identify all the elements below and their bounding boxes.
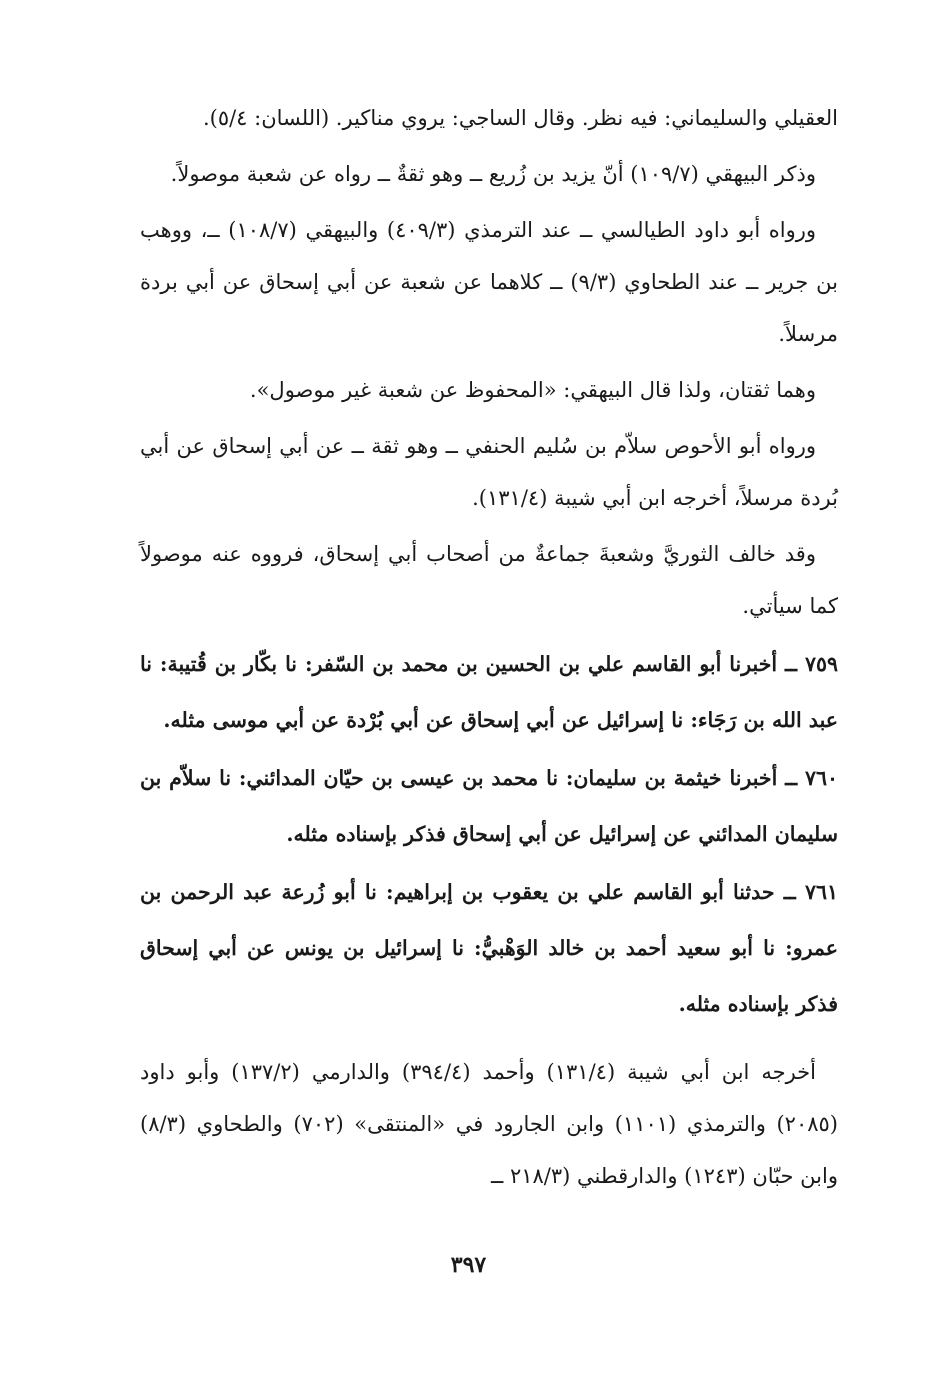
hadith-761: ٧٦١ ــ حدثنا أبو القاسم علي بن يعقوب بن إبراهيم: نا أبو زُرعة عبد الرحمن بن عمرو: نا أبو سعيد أحمد بن خالد الوَهْبيُّ: نا إسرائيل بن يونس عن أبي إسحاق فذكر بإسناده مثله. xyxy=(140,880,838,1016)
paragraph-5: ورواه أبو الأحوص سلاّم بن سُليم الحنفي ــ وهو ثقة ــ عن أبي إسحاق عن أبي بُردة مرسلاً، أخرجه ابن أبي شيبة (١٣١/٤). xyxy=(140,434,838,510)
paragraph-6: وقد خالف الثوريَّ وشعبةَ جماعةٌ من أصحاب أبي إسحاق، فرووه عنه موصولاً كما سيأتي. xyxy=(140,542,838,618)
hadith-759: ٧٥٩ ــ أخبرنا أبو القاسم علي بن الحسين بن محمد بن السّفر: نا بكّار بن قُتيبة: نا عبد الله بن رَجَاء: نا إسرائيل عن أبي إسحاق عن أبي بُرْدة عن أبي موسى مثله. xyxy=(140,652,838,732)
page-number: ٣٩٧ xyxy=(450,1252,487,1278)
paragraph-4: وهما ثقتان، ولذا قال البيهقي: «المحفوظ عن شعبة غير موصول». xyxy=(249,378,816,402)
paragraph-2: وذكر البيهقي (١٠٩/٧) أنّ يزيد بن زُريع ــ وهو ثقةٌ ــ رواه عن شعبة موصولاً. xyxy=(170,162,816,186)
page-body xyxy=(140,92,838,1206)
paragraph-1: العقيلي والسليماني: فيه نظر. وقال الساجي: يروي مناكير. (اللسان: ٥/٤). xyxy=(202,106,838,130)
paragraph-3: ورواه أبو داود الطيالسي ــ عند الترمذي (٤٠٩/٣) والبيهقي (١٠٨/٧) ــ، ووهب بن جرير ــ عند الطحاوي (٩/٣) ــ كلاهما عن شعبة عن أبي إسحاق عن أبي بردة مرسلاً. xyxy=(140,218,838,346)
takhrij-footnote: أخرجه ابن أبي شيبة (١٣١/٤) وأحمد (٣٩٤/٤) والدارمي (١٣٧/٢) وأبو داود (٢٠٨٥) والترمذي (١١٠١) وابن الجارود في «المنتقى» (٧٠٢) والطحاوي (٨/٣) وابن حبّان (١٢٤٣) والدارقطني (٢١٨/٣ ــ xyxy=(140,1060,838,1188)
hadith-760: ٧٦٠ ــ أخبرنا خيثمة بن سليمان: نا محمد بن عيسى بن حيّان المدائني: نا سلاّم بن سليمان المدائني عن إسرائيل عن أبي إسحاق فذكر بإسناده مثله. xyxy=(140,766,838,846)
